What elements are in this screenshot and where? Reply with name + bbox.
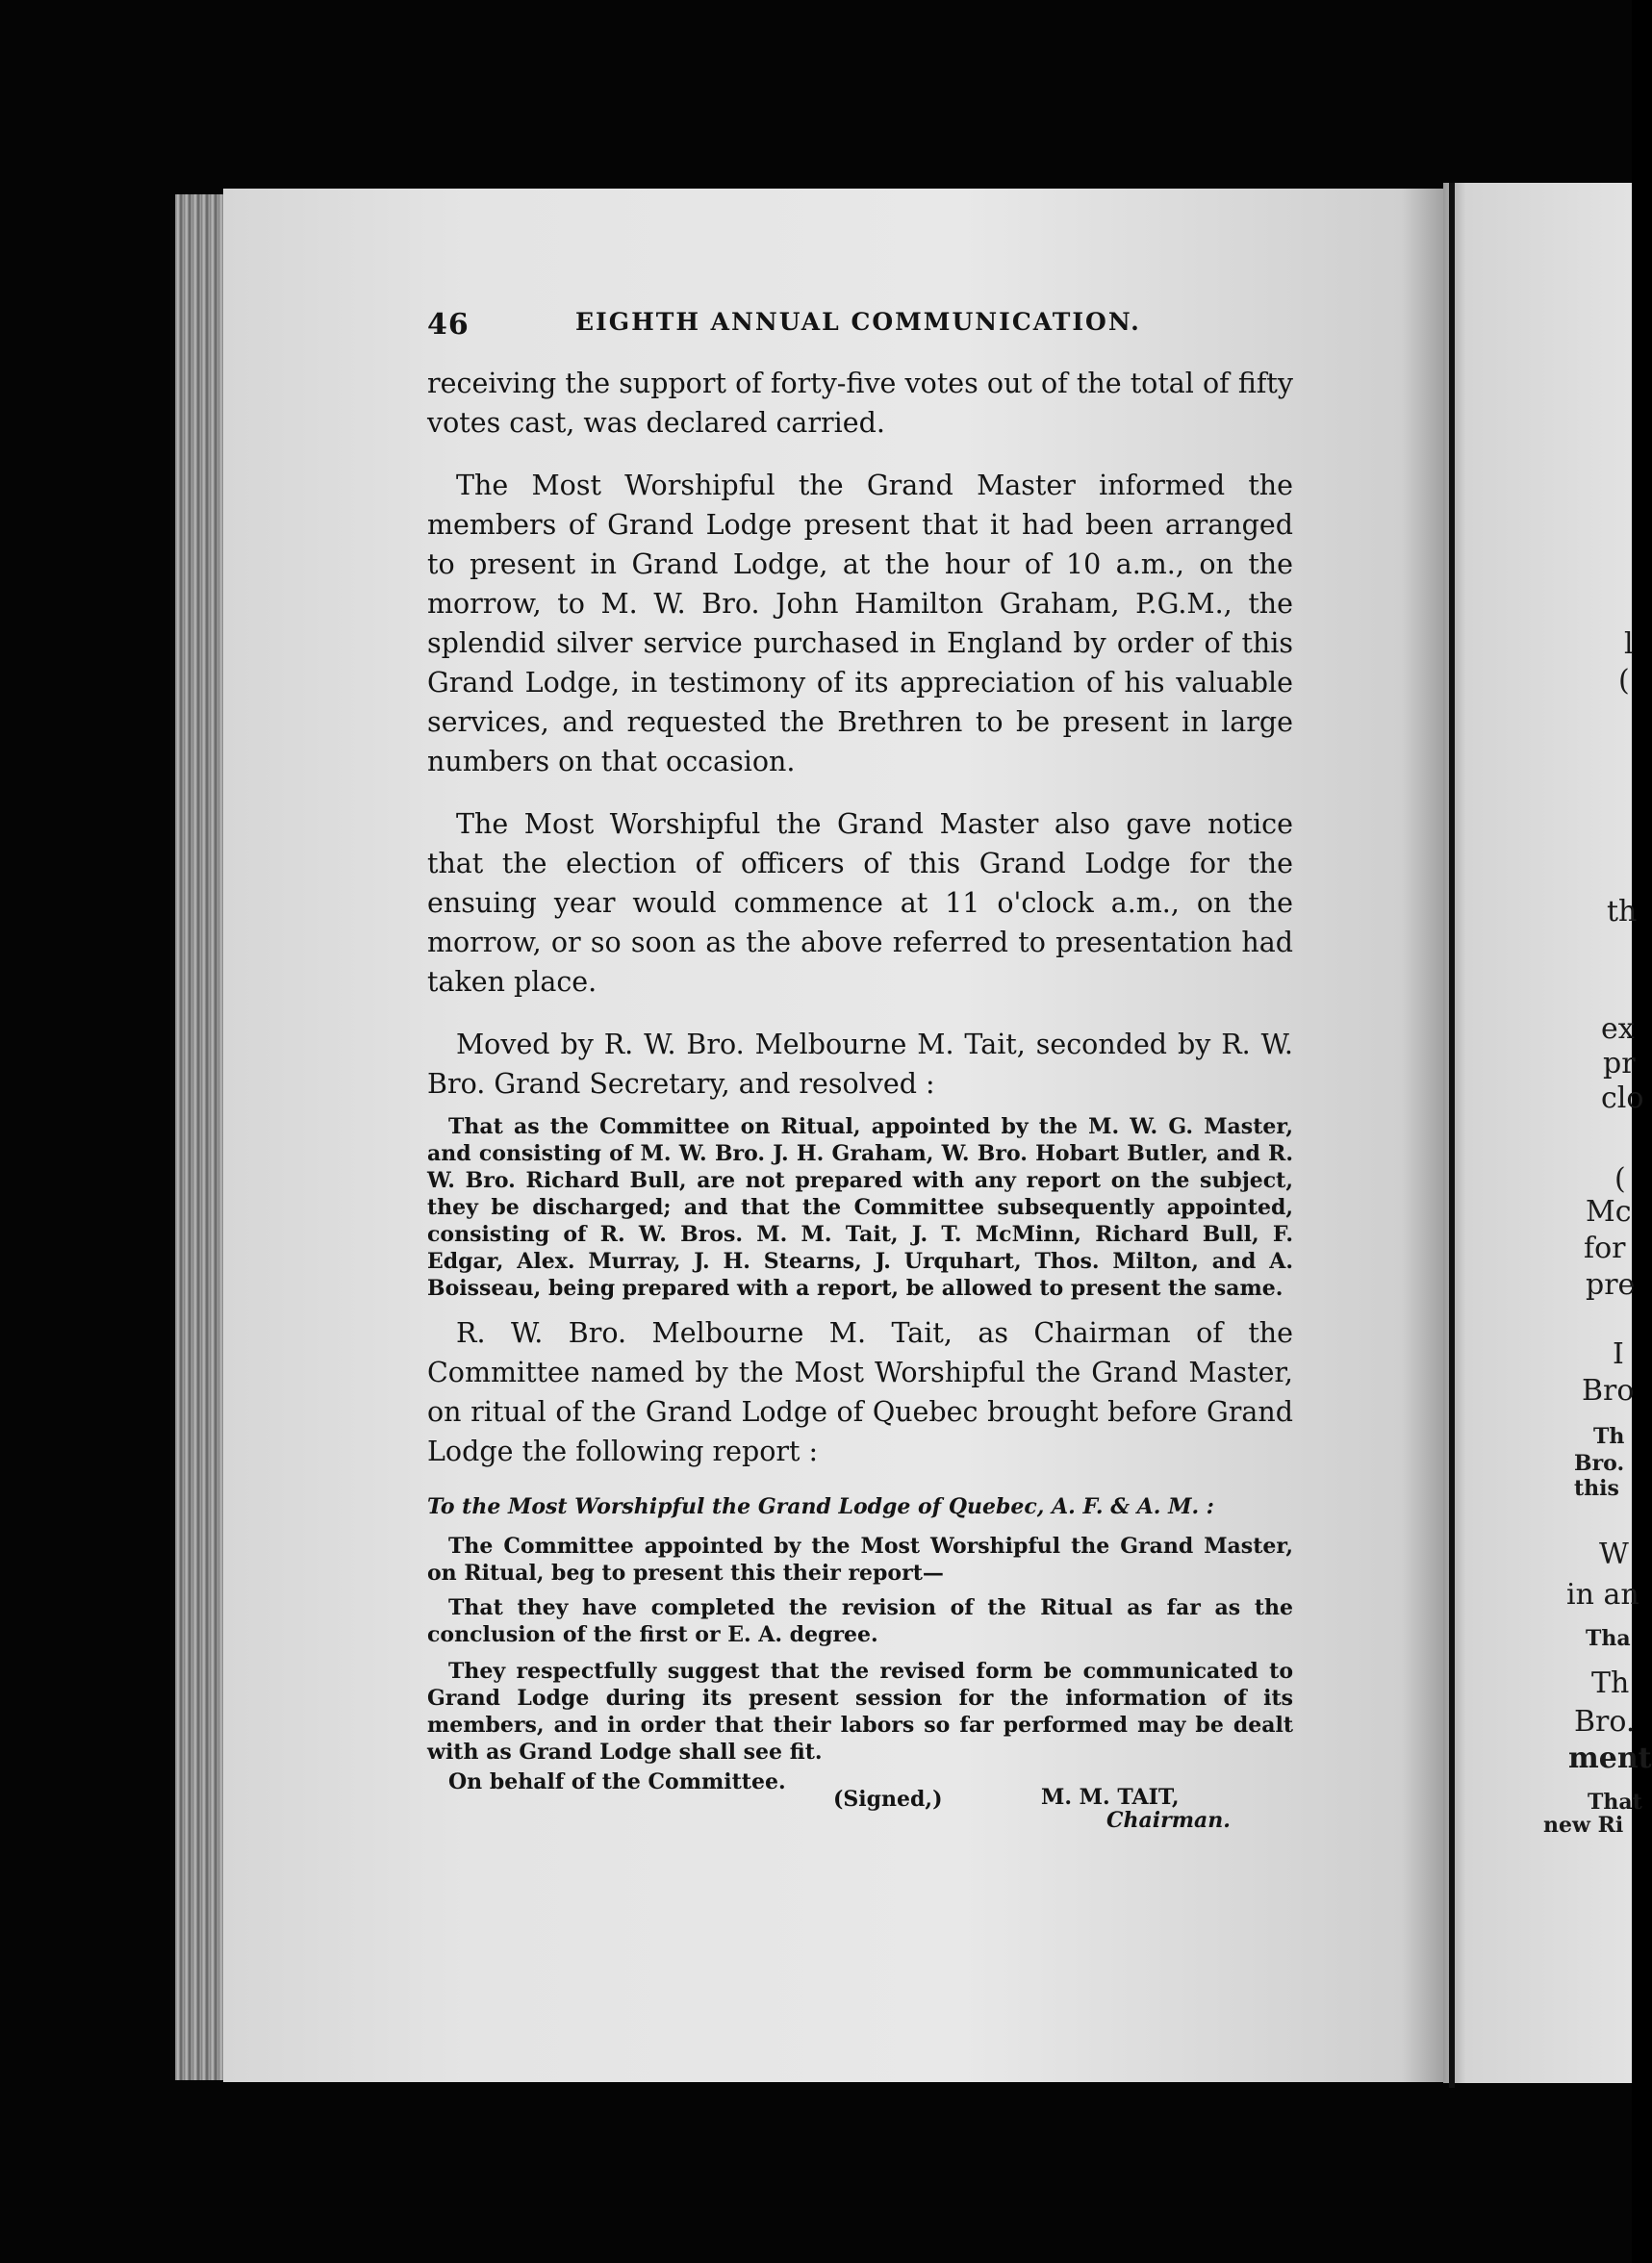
- right-fragment: clo: [1601, 1081, 1644, 1115]
- book-spine: [1449, 183, 1455, 2088]
- right-fragment: Bro: [1582, 1374, 1635, 1408]
- right-fragment: Mc: [1586, 1195, 1632, 1229]
- right-fragment: ment: [1568, 1742, 1652, 1775]
- running-head: [427, 289, 1293, 342]
- signature-block: [427, 1766, 1293, 1843]
- right-page: [1443, 183, 1652, 2083]
- paragraph-election-notice: The Most Worshipful the Grand Master also gave notice that the election of officers of this Grand Lodge for the ensuing year would commence at 11 o'clock a.m., on the morrow, or so soon as the above referred to presentation had taken place.: [427, 808, 1293, 998]
- report-address: To the Most Worshipful the Grand Lodge of Quebec, A. F. & A. M. :: [427, 1494, 1214, 1519]
- right-fragment: ex: [1601, 1012, 1635, 1046]
- right-fragment: I: [1613, 1337, 1624, 1371]
- right-fragment: Th: [1593, 1424, 1625, 1449]
- signatory-role: Chairman.: [1106, 1808, 1231, 1833]
- right-fragment: new Ri: [1543, 1813, 1624, 1838]
- resolution-text: That as the Committee on Ritual, appointed by the M. W. G. Master, and consisting of M. W. Bro. J. H. Graham, W. Bro. Hobart Butler, and R. W. Bro. Richard Bull, are not prepared with any report on the subject, they be discharged; and that the Committee subsequently appointed, consisting of R. W. Bros. M. M. Tait, J. T. McMinn, Richard Bull, F. Edgar, Alex. Murray, J. H. Stearns, J. Urquhart, Thos. Milton, and A. Boisseau, being prepared with a report, be allowed to present the same.: [427, 1114, 1293, 1301]
- right-fragment: l: [1624, 627, 1634, 661]
- right-fragment: in an: [1566, 1578, 1639, 1612]
- report-paragraph: They respectfully suggest that the revised form be communicated to Grand Lodge during its present session for the information of its members, and in order that their labors so far performed may be dealt with as Grand Lodge shall see fit.: [427, 1659, 1293, 1765]
- right-fragment: Bro.: [1574, 1705, 1636, 1739]
- right-fragment: (: [1618, 664, 1630, 698]
- right-fragment: pr: [1603, 1047, 1636, 1081]
- report-paragraph: That they have completed the revision of the Ritual as far as the conclusion of the first or E. A. degree.: [427, 1595, 1293, 1647]
- paragraph-vote-result: receiving the support of forty-five votes out of the total of fifty votes cast, was declared carried.: [427, 368, 1293, 439]
- paragraph-report-intro: R. W. Bro. Melbourne M. Tait, as Chairman of the Committee named by the Most Worshipful the Grand Master, on ritual of the Grand Lodge of Quebec brought before Grand Lodge the following report :: [427, 1317, 1293, 1467]
- signatory-name: M. M. TAIT,: [1041, 1785, 1180, 1810]
- right-fragment: this: [1574, 1476, 1619, 1501]
- right-fragment: W: [1599, 1538, 1629, 1571]
- signature-behalf: On behalf of the Committee.: [448, 1769, 786, 1794]
- report-paragraph: The Committee appointed by the Most Worshipful the Grand Master, on Ritual, beg to present this their report—: [427, 1534, 1293, 1586]
- right-fragment: Tha: [1586, 1626, 1631, 1651]
- right-fragment: Th: [1591, 1666, 1630, 1700]
- right-fragment: for: [1584, 1232, 1626, 1265]
- page-content: [427, 289, 1293, 1843]
- signature-signed: (Signed,): [833, 1787, 943, 1812]
- right-fragment: Bro.: [1574, 1451, 1625, 1476]
- running-title: EIGHTH ANNUAL COMMUNICATION.: [575, 308, 1141, 336]
- right-page-fragments: [1443, 183, 1652, 2083]
- paragraph-motion: Moved by R. W. Bro. Melbourne M. Tait, seconded by R. W. Bro. Grand Secretary, and resolved :: [427, 1029, 1293, 1100]
- paragraph-presentation-notice: The Most Worshipful the Grand Master informed the members of Grand Lodge present that it had been arranged to present in Grand Lodge, at the hour of 10 a.m., on the morrow, to M. W. Bro. John Hamilton Graham, P.G.M., the splendid silver service purchased in England by order of this Grand Lodge, in testimony of its appreciation of his valuable services, and requested the Brethren to be present in large numbers on that occasion.: [427, 470, 1293, 777]
- right-fragment: That: [1588, 1790, 1642, 1815]
- right-fragment: (: [1614, 1162, 1626, 1196]
- right-fragment: th: [1607, 895, 1638, 928]
- right-fragment: pre: [1586, 1268, 1636, 1302]
- page-number: 46: [427, 308, 470, 342]
